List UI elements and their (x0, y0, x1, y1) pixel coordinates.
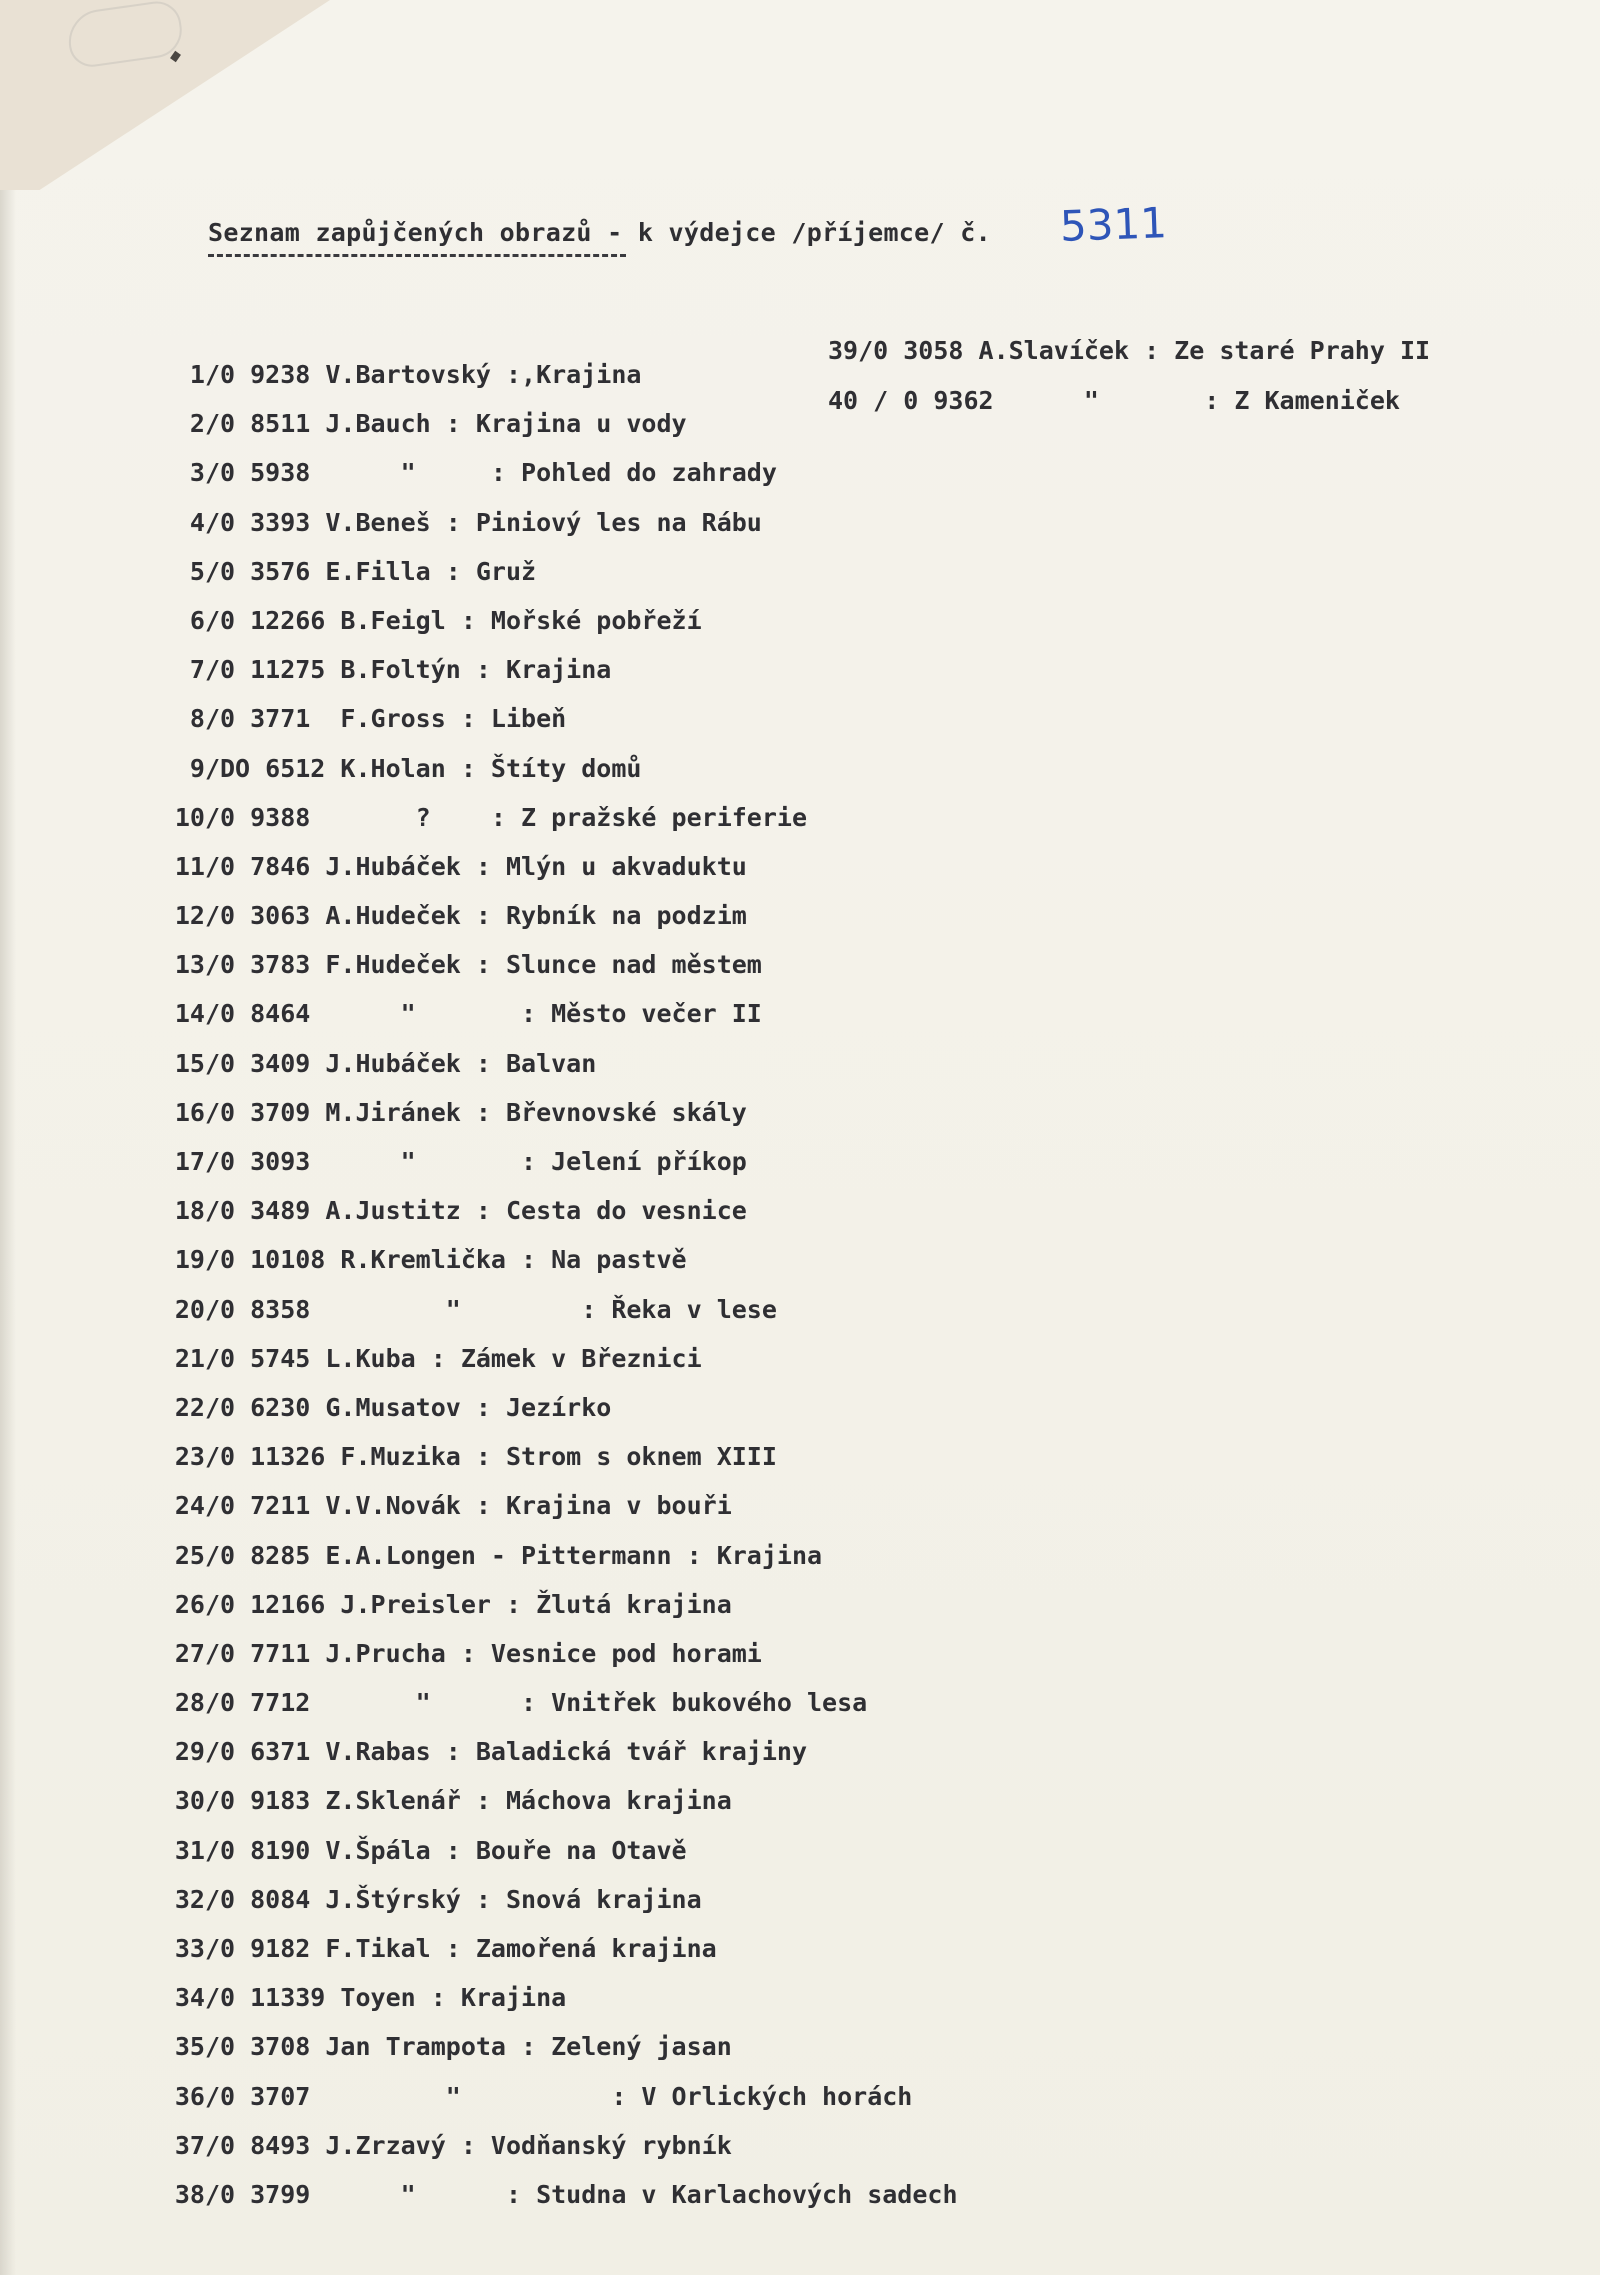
item-number: 36/ (174, 2081, 220, 2111)
item-text: 0 6371 V.Rabas : Baladická tvář krajiny (220, 1737, 807, 1767)
list-item (0, 1727, 1600, 1776)
item-text: 0 3707 " : V Orlických horách (220, 2081, 913, 2111)
item-number: 7/ (189, 655, 220, 685)
list-item (0, 1678, 1600, 1727)
list-item: 40 / 0 9362 " : Z Kameniček (828, 386, 1400, 415)
list-item (0, 694, 1600, 743)
item-text: 0 7711 J.Prucha : Vesnice pod horami (220, 1638, 762, 1668)
item-number: 12/ (174, 901, 220, 931)
item-text: 0 3409 J.Hubáček : Balvan (220, 1048, 597, 1078)
item-text: 0 8464 " : Město večer II (220, 999, 762, 1029)
item-number: 30/ (174, 1786, 220, 1816)
item-number: 24/ (174, 1491, 220, 1521)
item-number: 20/ (174, 1294, 220, 1324)
list-item (0, 448, 1600, 497)
item-number: 37/ (174, 2130, 220, 2160)
list-item (0, 2072, 1600, 2121)
item-text: 0 9238 V.Bartovský :,Krajina (220, 360, 642, 389)
item-text: 0 7846 J.Hubáček : Mlýn u akvaduktu (220, 851, 747, 881)
item-number: 28/ (174, 1688, 220, 1718)
list-item (0, 498, 1600, 547)
list-item (0, 1235, 1600, 1284)
list-item (0, 1186, 1600, 1235)
item-number: 21/ (174, 1343, 220, 1373)
item-text: 0 8493 J.Zrzavý : Vodňanský rybník (220, 2130, 732, 2160)
item-number: 5/ (189, 556, 220, 586)
title-underline (208, 254, 626, 257)
item-text: 0 3783 F.Hudeček : Slunce nad městem (220, 950, 762, 980)
handwritten-document-number: 5311 (1059, 198, 1168, 251)
item-text: 0 9388 ? : Z pražské periferie (220, 802, 807, 832)
item-text: 0 8358 " : Řeka v lese (220, 1294, 777, 1324)
item-number: 17/ (174, 1147, 220, 1176)
loan-list-continuation (828, 326, 1430, 426)
item-number: 38/ (174, 2179, 220, 2209)
item-number: 10/ (174, 802, 220, 832)
item-number: 2/ (189, 409, 220, 439)
list-item (0, 793, 1600, 842)
item-number: 27/ (174, 1638, 220, 1668)
item-number: 13/ (174, 950, 220, 980)
list-item (0, 1137, 1600, 1186)
list-item (0, 744, 1600, 793)
item-number: 26/ (174, 1589, 220, 1619)
item-number: 8/ (189, 704, 220, 734)
list-item (0, 1481, 1600, 1530)
list-item (0, 940, 1600, 989)
item-text: 0 12266 B.Feigl : Mořské pobřeží (220, 605, 702, 635)
item-text: 0 6230 G.Musatov : Jezírko (220, 1392, 612, 1422)
item-text: 0 3063 A.Hudeček : Rybník na podzim (220, 901, 747, 931)
list-item (0, 596, 1600, 645)
list-item (0, 2022, 1600, 2071)
item-number: 18/ (174, 1196, 220, 1226)
list-item (0, 1629, 1600, 1678)
item-number: 23/ (174, 1442, 220, 1472)
list-item (0, 1383, 1600, 1432)
item-number: 6/ (189, 605, 220, 635)
item-number: 15/ (174, 1048, 220, 1078)
item-text: 0 3093 " : Jelení příkop (220, 1147, 747, 1176)
item-number: 16/ (174, 1097, 220, 1127)
item-text: 0 7211 V.V.Novák : Krajina v bouři (220, 1491, 732, 1521)
item-number: 32/ (174, 1884, 220, 1914)
item-text: 0 3576 E.Filla : Gruž (220, 556, 537, 586)
list-item (0, 1039, 1600, 1088)
item-number: 14/ (174, 999, 220, 1029)
item-text: 0 3708 Jan Trampota : Zelený jasan (220, 2032, 732, 2062)
list-item (0, 1334, 1600, 1383)
item-number: 19/ (174, 1245, 220, 1275)
item-text: 0 9183 Z.Sklenář : Máchova krajina (220, 1786, 732, 1816)
item-text: 0 9182 F.Tikal : Zamořená krajina (220, 1934, 717, 1963)
item-number: 9/ (189, 753, 220, 783)
list-item (0, 645, 1600, 694)
list-item (0, 1826, 1600, 1875)
item-text: 0 8511 J.Bauch : Krajina u vody (220, 409, 687, 439)
item-text: 0 3393 V.Beneš : Piniový les na Rábu (220, 507, 762, 537)
list-item (0, 1285, 1600, 1334)
item-number: 34/ (174, 1983, 220, 2013)
item-number: 29/ (174, 1737, 220, 1767)
item-number: 25/ (174, 1540, 220, 1570)
item-number: 35/ (174, 2032, 220, 2062)
item-number: 22/ (174, 1392, 220, 1422)
list-item (0, 2170, 1600, 2219)
list-item (0, 1432, 1600, 1481)
item-text: 0 5938 " : Pohled do zahrady (220, 458, 777, 488)
list-item (0, 1088, 1600, 1137)
list-item (0, 1776, 1600, 1825)
item-text: 0 11275 B.Foltýn : Krajina (220, 655, 612, 685)
list-item (0, 547, 1600, 596)
item-text: 0 3489 A.Justitz : Cesta do vesnice (220, 1196, 747, 1226)
item-number: 33/ (174, 1934, 220, 1963)
item-text: 0 10108 R.Kremlička : Na pastvě (220, 1245, 687, 1275)
document-title: Seznam zapůjčených obrazů - k výdejce /příjemce/ č. (208, 218, 991, 247)
item-number: 11/ (174, 851, 220, 881)
list-item (0, 1973, 1600, 2022)
list-item: 39/0 3058 A.Slavíček : Ze staré Prahy II (828, 336, 1431, 365)
list-item (0, 842, 1600, 891)
item-text: 0 7712 " : Vnitřek bukového lesa (220, 1688, 868, 1718)
item-text: 0 12166 J.Preisler : Žlutá krajina (220, 1589, 732, 1619)
item-text: DO 6512 K.Holan : Štíty domů (220, 753, 642, 783)
list-item (0, 1531, 1600, 1580)
list-item (0, 989, 1600, 1038)
item-text: 0 3799 " : Studna v Karlachových sadech (220, 2179, 958, 2209)
loan-list (0, 350, 1600, 2219)
item-number: 4/ (189, 507, 220, 537)
item-text: 0 5745 L.Kuba : Zámek v Březnici (220, 1343, 702, 1373)
list-item (0, 1875, 1600, 1924)
list-item (0, 2121, 1600, 2170)
item-text: 0 8084 J.Štýrský : Snová krajina (220, 1884, 702, 1914)
item-text: 0 8285 E.A.Longen - Pittermann : Krajina (220, 1540, 823, 1570)
list-item (0, 891, 1600, 940)
item-number: 31/ (174, 1835, 220, 1865)
list-item (0, 1924, 1600, 1973)
item-text: 0 3771 F.Gross : Libeň (220, 704, 567, 734)
item-text: 0 3709 M.Jiránek : Břevnovské skály (220, 1097, 747, 1127)
item-number: 3/ (189, 458, 220, 488)
item-text: 0 11326 F.Muzika : Strom s oknem XIII (220, 1442, 777, 1472)
item-text: 0 8190 V.Špála : Bouře na Otavě (220, 1835, 687, 1865)
item-number: 1/ (189, 360, 220, 389)
item-text: 0 11339 Toyen : Krajina (220, 1983, 567, 2013)
list-item (0, 1580, 1600, 1629)
